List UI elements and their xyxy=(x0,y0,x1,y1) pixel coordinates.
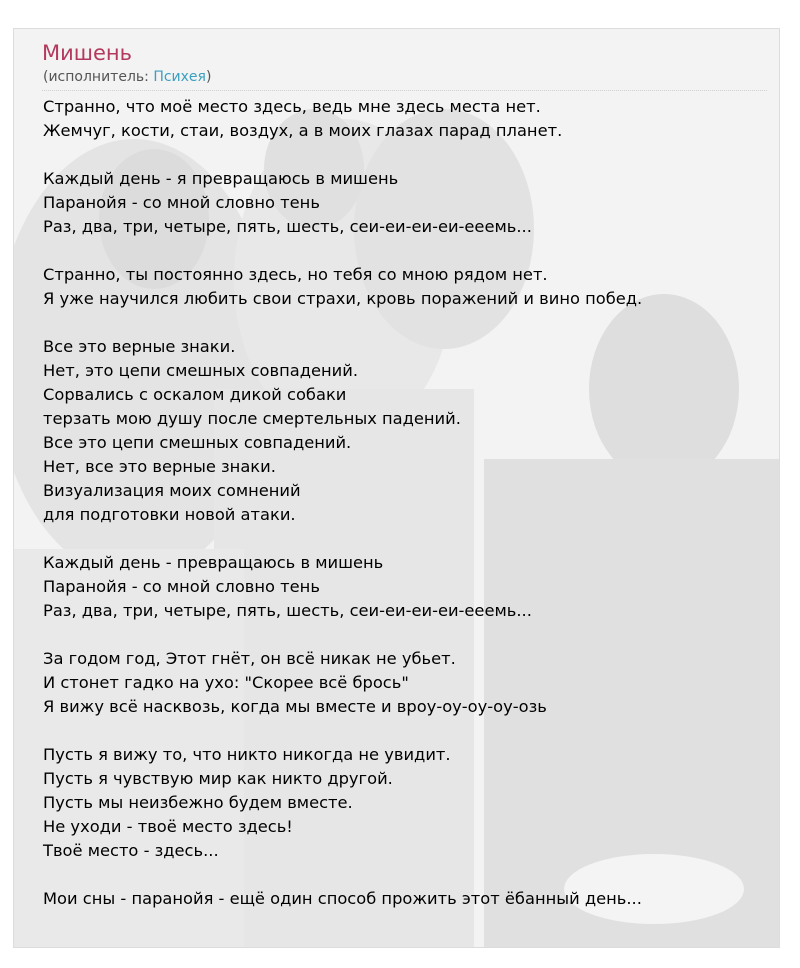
lyrics-line: Паранойя - со мной словно тень xyxy=(43,193,320,212)
lyrics-line: Паранойя - со мной словно тень xyxy=(43,577,320,596)
lyrics-line: Мои сны - паранойя - ещё один способ прожить этот ёбанный день... xyxy=(43,889,642,908)
song-title: Мишень xyxy=(42,41,133,65)
lyrics-line: За годом год, Этот гнёт, он всё никак не убьет. xyxy=(43,649,456,668)
artist-line xyxy=(43,67,779,87)
lyrics-stanza xyxy=(43,887,779,911)
lyrics-stanza xyxy=(43,551,779,623)
lyrics-stanza xyxy=(43,95,779,143)
lyrics-line: Все это цепи смешных совпадений. xyxy=(43,433,352,452)
lyrics-line: Твоё место - здесь... xyxy=(43,841,219,860)
lyrics-stanza xyxy=(43,263,779,311)
lyrics-content xyxy=(42,39,779,935)
lyrics-line: Пусть я вижу то, что никто никогда не увидит. xyxy=(43,745,451,764)
lyrics-line: Визуализация моих сомнений xyxy=(43,481,301,500)
lyrics-line: Жемчуг, кости, стаи, воздух, а в моих глазах парад планет. xyxy=(43,121,563,140)
lyrics-line: Каждый день - превращаюсь в мишень xyxy=(43,553,384,572)
lyrics-line: для подготовки новой атаки. xyxy=(43,505,296,524)
lyrics-stanza xyxy=(43,335,779,527)
lyrics-card xyxy=(13,28,780,948)
lyrics-line: И стонет гадко на ухо: "Скорее всё брось" xyxy=(43,673,409,692)
lyrics-line: Раз, два, три, четыре, пять, шесть, сеи-еи-еи-еи-ееемь... xyxy=(43,217,532,236)
lyrics-line: Не уходи - твоё место здесь! xyxy=(43,817,293,836)
lyrics-line: Я уже научился любить свои страхи, кровь поражений и вино побед. xyxy=(43,289,643,308)
lyrics-line: Я вижу всё насквозь, когда мы вместе и вроу-оу-оу-оу-озь xyxy=(43,697,547,716)
lyrics-line: Каждый день - я превращаюсь в мишень xyxy=(43,169,399,188)
lyrics-stanza xyxy=(43,167,779,239)
lyrics-stanza xyxy=(43,647,779,719)
lyrics-line: Раз, два, три, четыре, пять, шесть, сеи-еи-еи-еи-ееемь... xyxy=(43,601,532,620)
lyrics-text xyxy=(42,95,779,911)
lyrics-line: терзать мою душу после смертельных падений. xyxy=(43,409,461,428)
lyrics-line: Пусть я чувствую мир как никто другой. xyxy=(43,769,393,788)
lyrics-line: Странно, что моё место здесь, ведь мне здесь места нет. xyxy=(43,97,541,116)
lyrics-line: Нет, это цепи смешных совпадений. xyxy=(43,361,358,380)
lyrics-line: Все это верные знаки. xyxy=(43,337,236,356)
lyrics-line: Пусть мы неизбежно будем вместе. xyxy=(43,793,353,812)
divider xyxy=(42,89,767,91)
artist-prefix: (исполнитель: xyxy=(43,69,154,85)
lyrics-line: Нет, все это верные знаки. xyxy=(43,457,276,476)
lyrics-line: Сорвались с оскалом дикой собаки xyxy=(43,385,347,404)
lyrics-line: Странно, ты постоянно здесь, но тебя со мною рядом нет. xyxy=(43,265,548,284)
artist-link[interactable]: Психея xyxy=(153,69,206,85)
lyrics-stanza xyxy=(43,743,779,863)
artist-suffix: ) xyxy=(205,69,212,85)
